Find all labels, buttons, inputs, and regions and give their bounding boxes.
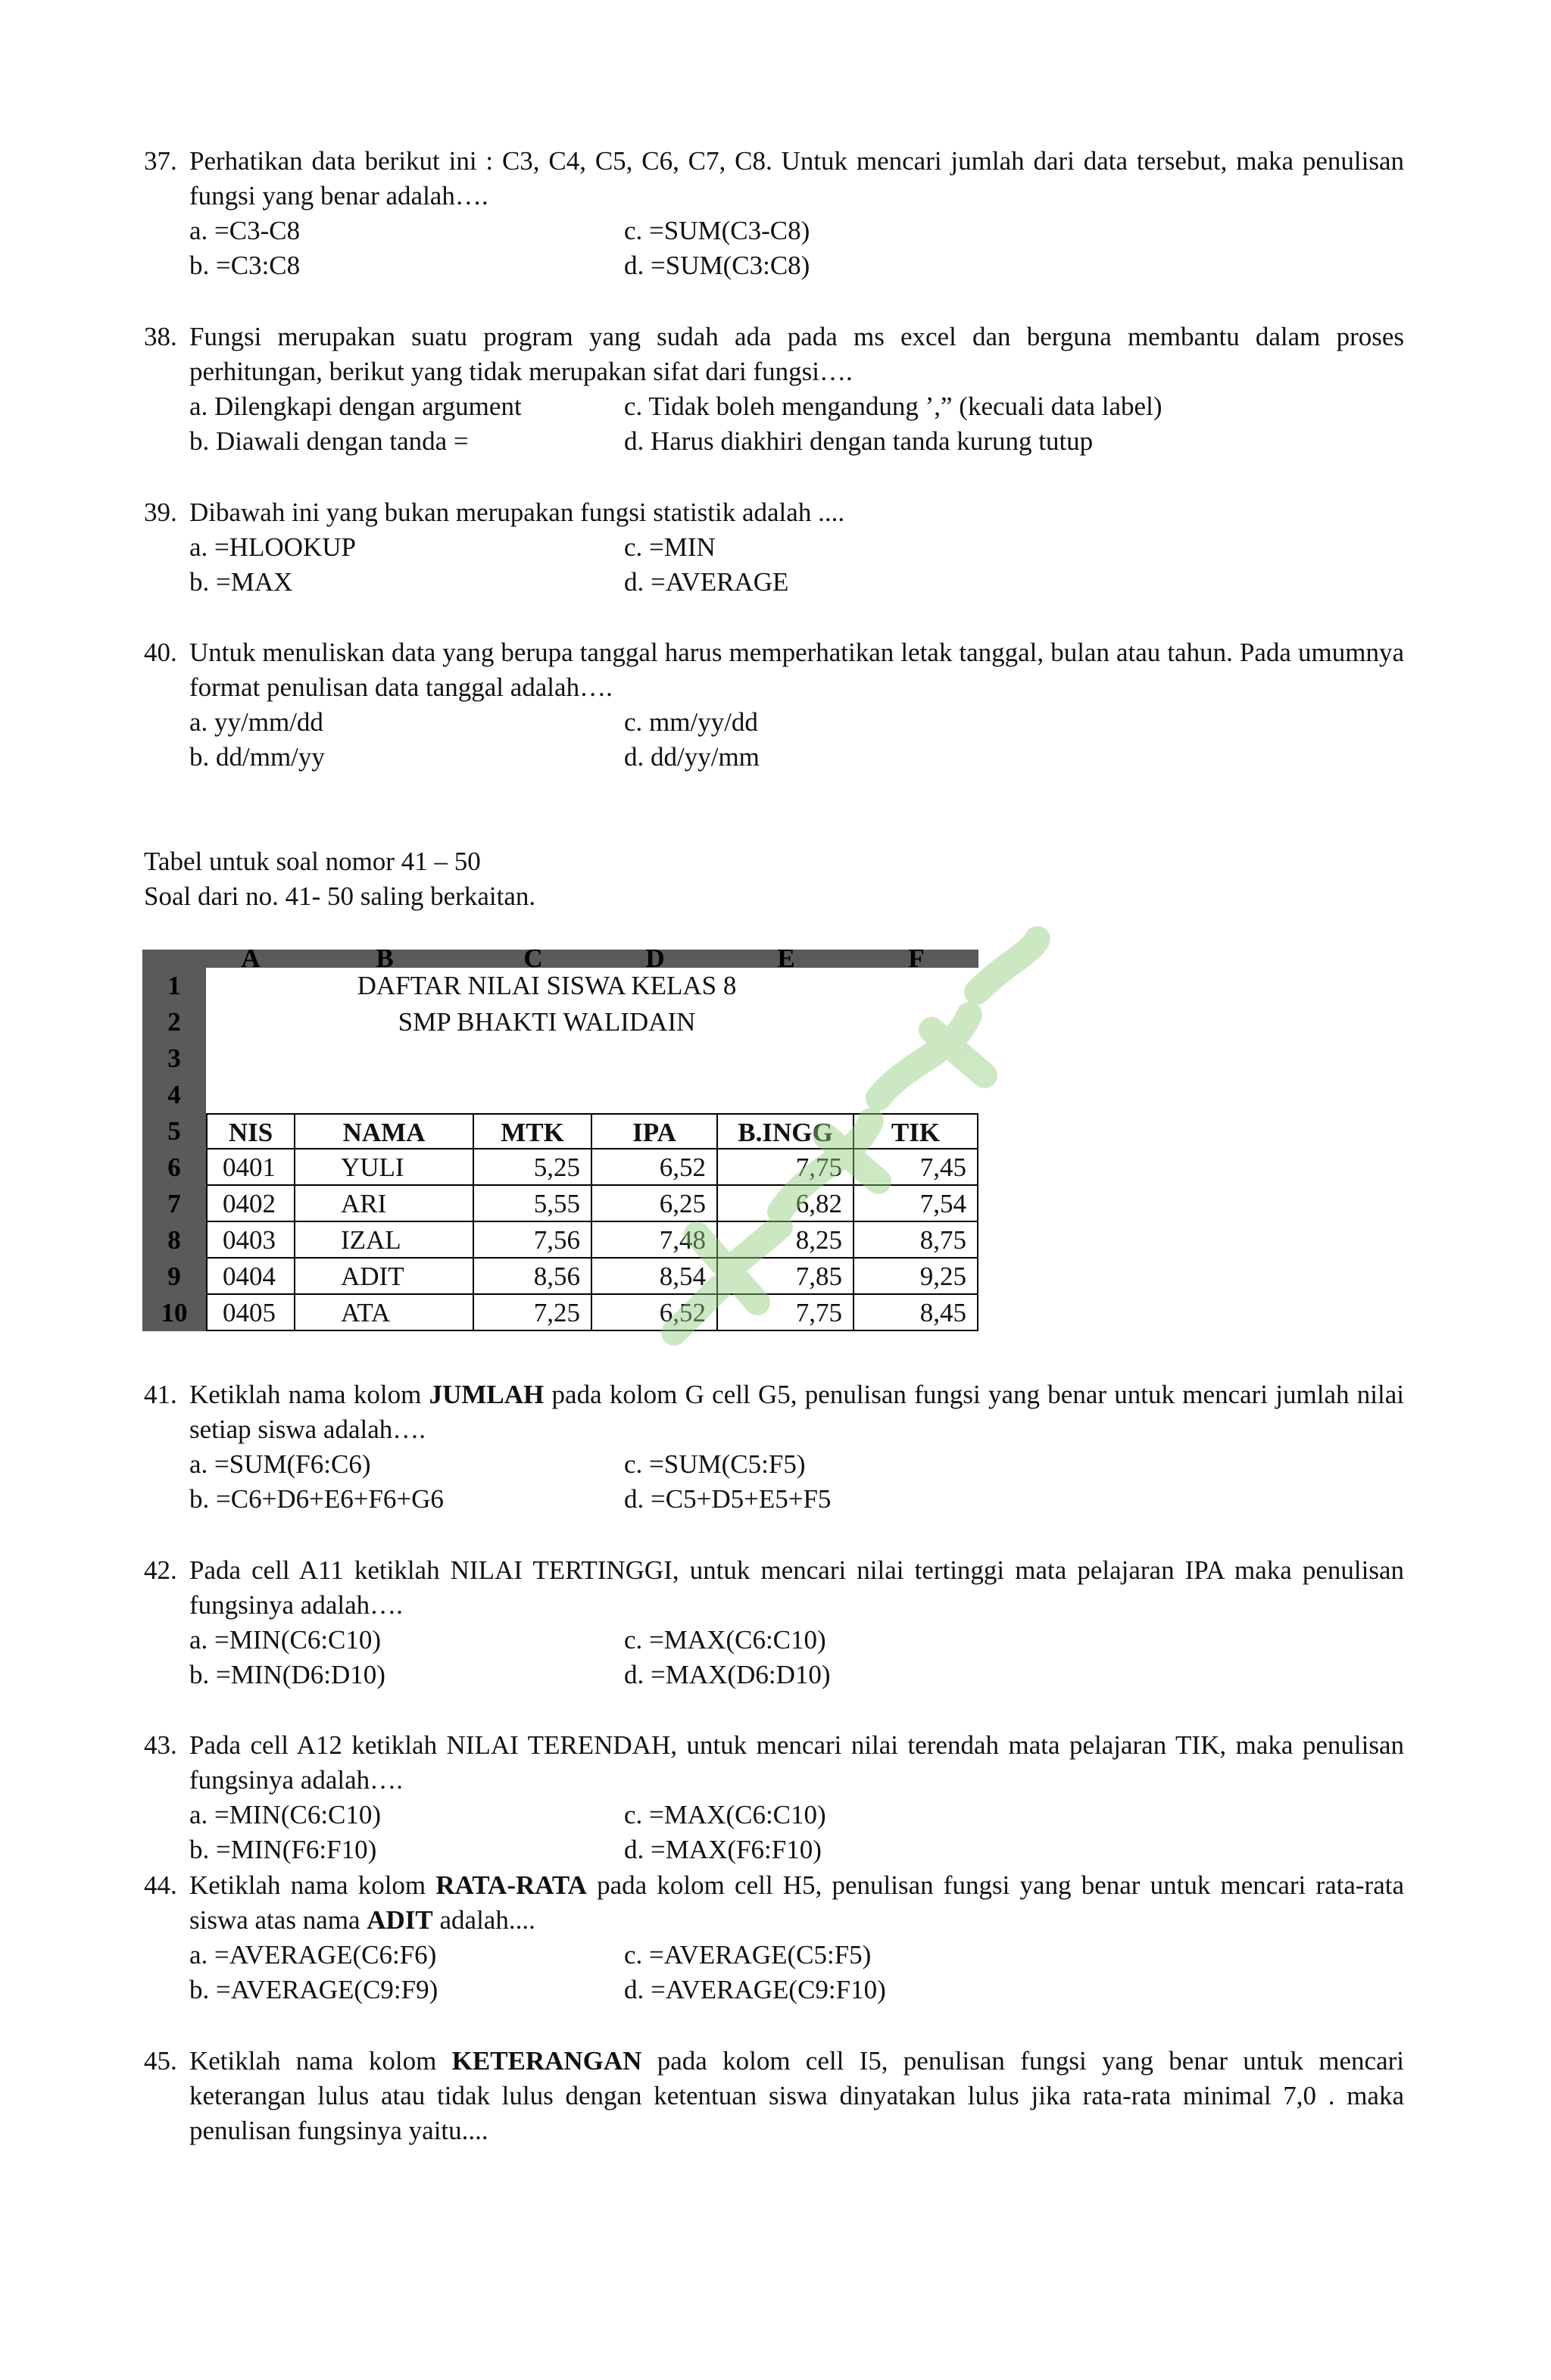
option-c: c. =MAX(C6:C10) — [624, 1800, 826, 1829]
question-number: 42. — [144, 1555, 177, 1585]
question-38 — [144, 320, 1404, 459]
question-text: Pada cell A12 ketiklah NILAI TERENDAH, untuk mencari nilai terendah mata pelajaran TIK, maka penulisan fungsinya adalah…. — [189, 1730, 1404, 1795]
question-text — [189, 1868, 1404, 1938]
answer-options — [189, 1447, 1404, 1517]
column-header-e: E — [777, 944, 795, 973]
cell-tik: 8,75 — [854, 1222, 978, 1259]
question-number: 37. — [144, 146, 177, 176]
table-row — [142, 1259, 978, 1295]
option-a: a. Dilengkapi dengan argument — [189, 391, 522, 421]
bold-term: ADIT — [367, 1905, 433, 1935]
row-header: 3 — [142, 1040, 206, 1077]
option-c: c. =SUM(C5:F5) — [624, 1449, 806, 1479]
column-header-f: F — [908, 944, 925, 973]
row-header: 1 — [142, 968, 206, 1004]
cell-mtk: 8,56 — [474, 1259, 592, 1295]
question-44 — [144, 1868, 1404, 2007]
cell-mtk: 5,55 — [474, 1186, 592, 1222]
cell-ipa: 6,52 — [592, 1295, 718, 1331]
header-mtk: MTK — [474, 1113, 592, 1149]
question-number: 41. — [144, 1380, 177, 1409]
question-42 — [144, 1553, 1404, 1692]
question-text: Dibawah ini yang bukan merupakan fungsi statistik adalah .... — [189, 498, 845, 527]
answer-options — [189, 389, 1404, 459]
option-b: b. =AVERAGE(C9:F9) — [189, 1975, 438, 2004]
text-part: pada kolom cell H5, penulisan fungsi yang benar untuk mencari rata-rata siswa atas nama — [189, 1870, 1404, 1935]
cell-tik: 8,45 — [854, 1295, 978, 1331]
row-header: 5 — [142, 1113, 206, 1149]
option-b: b. Diawali dengan tanda = — [189, 426, 469, 456]
table-row — [142, 1186, 978, 1222]
option-b: b. =MIN(F6:F10) — [189, 1835, 377, 1864]
answer-options — [189, 1798, 1404, 1867]
question-number: 43. — [144, 1730, 177, 1760]
option-d: d. =MAX(F6:F10) — [624, 1835, 822, 1864]
question-40 — [144, 635, 1404, 775]
cell-nama: IZAL — [295, 1222, 474, 1259]
header-nama: NAMA — [295, 1113, 474, 1149]
cell-binggris: 7,75 — [718, 1149, 854, 1186]
question-41 — [144, 1377, 1404, 1517]
table-row — [142, 1222, 978, 1259]
cell-tik: 7,45 — [854, 1149, 978, 1186]
option-d: d. Harus diakhiri dengan tanda kurung tutup — [624, 426, 1094, 456]
question-text — [189, 2044, 1404, 2148]
option-c: c. Tidak boleh mengandung ’,” (kecuali data label) — [624, 391, 1162, 421]
option-c: c. =AVERAGE(C5:F5) — [624, 1940, 872, 1970]
cell-nis: 0404 — [206, 1259, 295, 1295]
option-b: b. =MAX — [189, 567, 293, 597]
cell-nama: ADIT — [295, 1259, 474, 1295]
cell-ipa: 7,48 — [592, 1222, 718, 1259]
row-header: 2 — [142, 1004, 206, 1040]
option-c: c. =SUM(C3-C8) — [624, 216, 810, 245]
answer-options — [189, 1623, 1404, 1692]
option-c: c. =MAX(C6:C10) — [624, 1625, 826, 1655]
option-d: d. =MAX(D6:D10) — [624, 1660, 831, 1689]
sheet-row-2 — [142, 1004, 978, 1040]
option-d: d. =AVERAGE(C9:F10) — [624, 1975, 886, 2004]
row-header: 8 — [142, 1222, 206, 1259]
question-text: Fungsi merupakan suatu program yang sudah ada pada ms excel dan berguna membantu dalam proses perhitungan, berikut yang tidak merupakan sifat dari fungsi…. — [189, 322, 1404, 386]
cell-ipa: 6,25 — [592, 1186, 718, 1222]
bold-term: RATA-RATA — [435, 1870, 587, 1900]
question-39 — [144, 495, 1404, 600]
question-number: 39. — [144, 498, 177, 527]
cell-mtk: 7,25 — [474, 1295, 592, 1331]
answer-options — [189, 530, 1404, 600]
header-tik: TIK — [854, 1113, 978, 1149]
option-a: a. =SUM(F6:C6) — [189, 1449, 371, 1479]
question-number: 45. — [144, 2046, 177, 2076]
question-text — [189, 1377, 1404, 1447]
header-nis: NIS — [206, 1113, 295, 1149]
cell-nis: 0402 — [206, 1186, 295, 1222]
column-header-a: A — [241, 944, 261, 973]
table-intro — [144, 844, 535, 914]
text-part: Ketiklah nama kolom — [189, 1870, 436, 1900]
row-header: 4 — [142, 1077, 206, 1113]
option-b: b. =MIN(D6:D10) — [189, 1660, 385, 1689]
column-header-d: D — [645, 944, 665, 973]
question-text: Untuk menuliskan data yang berupa tanggal harus memperhatikan letak tanggal, bulan atau tahun. Pada umumnya format penulisan data tanggal adalah…. — [189, 638, 1404, 702]
table-row — [142, 1149, 978, 1186]
intro-line-2: Soal dari no. 41- 50 saling berkaitan. — [144, 881, 536, 911]
cell-mtk: 5,25 — [474, 1149, 592, 1186]
question-43 — [144, 1728, 1404, 1867]
option-d: d. =SUM(C3:C8) — [624, 251, 810, 280]
text-part: Ketiklah nama kolom — [189, 2046, 452, 2076]
option-a: a. yy/mm/dd — [189, 707, 323, 737]
option-a: a. =AVERAGE(C6:F6) — [189, 1940, 437, 1970]
option-a: a. =MIN(C6:C10) — [189, 1800, 382, 1829]
option-c: c. mm/yy/dd — [624, 707, 758, 737]
column-header-row — [142, 944, 978, 973]
answer-options — [189, 705, 1404, 775]
question-number: 40. — [144, 638, 177, 667]
cell-binggris: 7,85 — [718, 1259, 854, 1295]
text-part: adalah.... — [432, 1905, 535, 1935]
text-part: Ketiklah nama kolom — [189, 1380, 429, 1409]
watermark-stroke — [977, 939, 1038, 992]
option-c: c. =MIN — [624, 532, 716, 562]
cell-binggris: 8,25 — [718, 1222, 854, 1259]
row-header: 10 — [142, 1295, 206, 1331]
header-ipa: IPA — [592, 1113, 718, 1149]
question-37 — [144, 144, 1404, 283]
option-a: a. =HLOOKUP — [189, 532, 356, 562]
question-text: Perhatikan data berikut ini : C3, C4, C5, C6, C7, C8. Untuk mencari jumlah dari data tersebut, maka penulisan fungsi yang benar adalah…. — [189, 146, 1404, 211]
cell-binggris: 6,82 — [718, 1186, 854, 1222]
question-45 — [144, 2044, 1404, 2148]
option-d: d. =AVERAGE — [624, 567, 789, 597]
question-text: Pada cell A11 ketiklah NILAI TERTINGGI, untuk mencari nilai tertinggi mata pelajaran IPA maka penulisan fungsinya adalah…. — [189, 1555, 1404, 1620]
sheet-title-2: SMP BHAKTI WALIDAIN — [398, 1007, 696, 1037]
cell-nis: 0403 — [206, 1222, 295, 1259]
cell-binggris: 7,75 — [718, 1295, 854, 1331]
option-a: a. =MIN(C6:C10) — [189, 1625, 382, 1655]
text-part: pada kolom cell I5, penulisan fungsi yang benar untuk mencari keterangan lulus atau tidak lulus dengan ketentuan siswa dinyatakan lulus jika rata-rata minimal 7,0 . maka penulisan fungsinya yaitu.... — [189, 2046, 1404, 2145]
sheet-row-3 — [142, 1040, 978, 1077]
answer-options — [189, 214, 1404, 283]
option-a: a. =C3-C8 — [189, 216, 301, 245]
option-b: b. =C6+D6+E6+F6+G6 — [189, 1484, 444, 1514]
spreadsheet-table — [142, 944, 978, 1331]
option-b: b. =C3:C8 — [189, 251, 301, 280]
cell-nama: ATA — [295, 1295, 474, 1331]
option-b: b. dd/mm/yy — [189, 742, 325, 772]
cell-ipa: 6,52 — [592, 1149, 718, 1186]
question-number: 44. — [144, 1870, 177, 1900]
row-header: 6 — [142, 1149, 206, 1186]
corner-cell — [142, 950, 206, 968]
column-header-c: C — [523, 944, 543, 973]
column-header-b: B — [376, 944, 394, 973]
row-header: 9 — [142, 1259, 206, 1295]
sheet-row-1 — [142, 968, 978, 1004]
sheet-title-1: DAFTAR NILAI SISWA KELAS 8 — [357, 971, 737, 1000]
bold-term: JUMLAH — [429, 1380, 545, 1409]
cell-mtk: 7,56 — [474, 1222, 592, 1259]
bold-term: KETERANGAN — [451, 2046, 642, 2076]
cell-tik: 7,54 — [854, 1186, 978, 1222]
cell-ipa: 8,54 — [592, 1259, 718, 1295]
table-row — [142, 1295, 978, 1331]
cell-nis: 0405 — [206, 1295, 295, 1331]
cell-nis: 0401 — [206, 1149, 295, 1186]
cell-tik: 9,25 — [854, 1259, 978, 1295]
table-header-row — [142, 1113, 978, 1149]
cell-nama: YULI — [295, 1149, 474, 1186]
question-number: 38. — [144, 322, 177, 351]
answer-options — [189, 1938, 1404, 2007]
text-part: pada kolom G cell G5, penulisan fungsi yang benar untuk mencari jumlah nilai setiap siswa adalah…. — [189, 1380, 1404, 1444]
option-d: d. =C5+D5+E5+F5 — [624, 1484, 832, 1514]
cell-nama: ARI — [295, 1186, 474, 1222]
row-header: 7 — [142, 1186, 206, 1222]
sheet-row-4 — [142, 1077, 978, 1113]
option-d: d. dd/yy/mm — [624, 742, 760, 772]
intro-line-1: Tabel untuk soal nomor 41 – 50 — [144, 847, 481, 876]
header-binggris: B.INGG — [718, 1113, 854, 1149]
